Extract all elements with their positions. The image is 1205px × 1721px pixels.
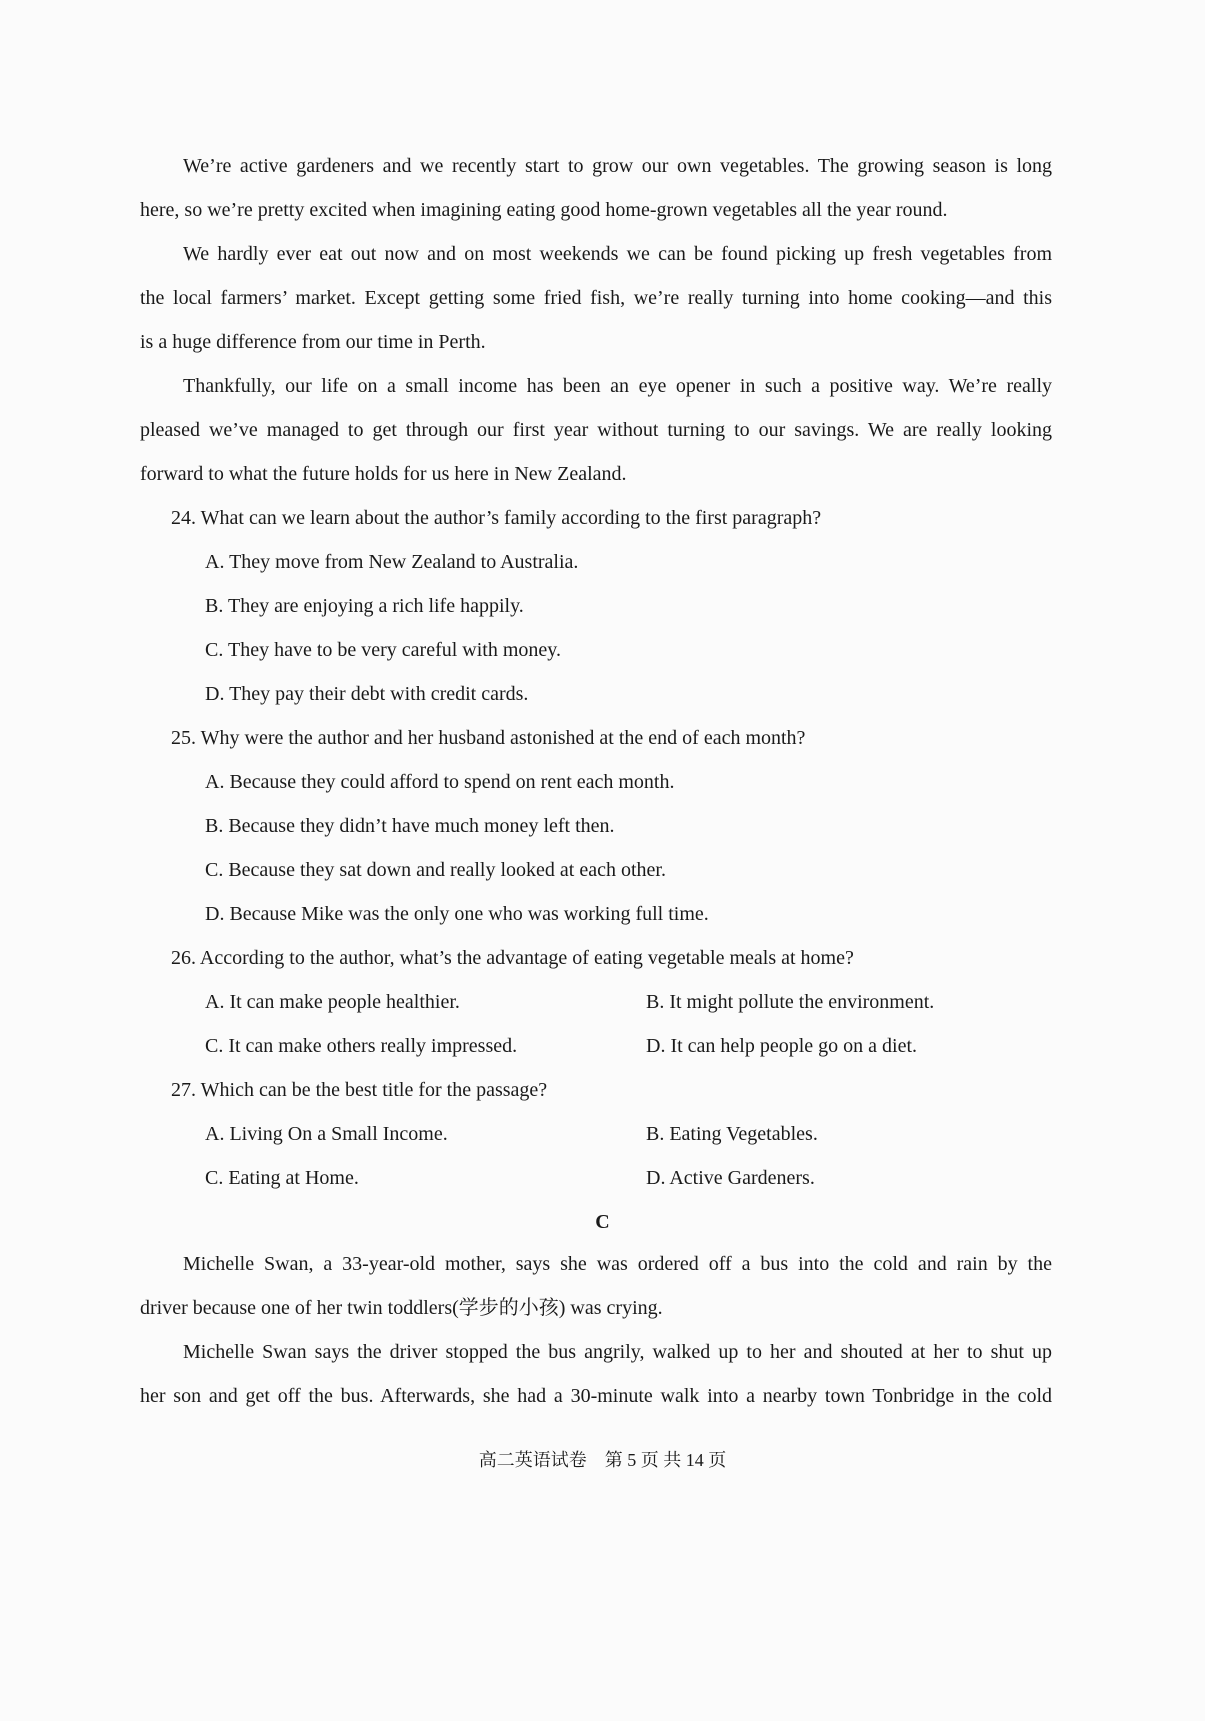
passage-b-p2-line3: is a huge difference from our time in Perth. [140, 331, 486, 353]
question-27-option-d: D. Active Gardeners. [646, 1167, 815, 1189]
question-26-option-c: C. It can make others really impressed. [205, 1035, 518, 1057]
question-27-stem: 27. Which can be the best title for the passage? [171, 1079, 548, 1101]
question-26-option-d: D. It can help people go on a diet. [646, 1035, 918, 1057]
section-c-p1-line2: driver because one of her twin toddlers(学步的小孩) was crying. [140, 1297, 663, 1319]
question-25-option-a: A. Because they could afford to spend on rent each month. [205, 771, 675, 793]
passage-b-p2-line1: We hardly ever eat out now and on most weekends we can be found picking up fresh vegetables from [183, 243, 1052, 265]
passage-b-p1-line2: here, so we’re pretty excited when imagining eating good home-grown vegetables all the year round. [140, 199, 948, 221]
question-26-option-a: A. It can make people healthier. [205, 991, 460, 1013]
question-25-option-d: D. Because Mike was the only one who was working full time. [205, 903, 709, 925]
question-24-stem: 24. What can we learn about the author’s family according to the first paragraph? [171, 507, 822, 529]
question-26-option-b: B. It might pollute the environment. [646, 991, 935, 1013]
question-27-option-c: C. Eating at Home. [205, 1167, 359, 1189]
passage-b-p3-line3: forward to what the future holds for us here in New Zealand. [140, 463, 627, 485]
page-footer: 高二英语试卷 第 5 页 共 14 页 [478, 1450, 727, 1470]
section-c-p2-line2: her son and get off the bus. Afterwards, she had a 30-minute walk into a nearby town Tonbridge in the cold [140, 1385, 1052, 1407]
question-25-option-c: C. Because they sat down and really looked at each other. [205, 859, 666, 881]
question-24-option-b: B. They are enjoying a rich life happily. [205, 595, 524, 617]
section-c-p2-line1: Michelle Swan says the driver stopped the bus angrily, walked up to her and shouted at her to shut up [183, 1341, 1052, 1363]
question-25-option-b: B. Because they didn’t have much money left then. [205, 815, 615, 837]
question-24-option-a: A. They move from New Zealand to Australia. [205, 551, 579, 573]
passage-b-p3-line1: Thankfully, our life on a small income has been an eye opener in such a positive way. We’re really [183, 375, 1052, 397]
passage-b-p3-line2: pleased we’ve managed to get through our first year without turning to our savings. We are really looking [140, 419, 1052, 441]
question-27-option-b: B. Eating Vegetables. [646, 1123, 818, 1145]
section-c-heading: C [595, 1211, 610, 1233]
section-c-p1-line1: Michelle Swan, a 33-year-old mother, says she was ordered off a bus into the cold and rain by the [183, 1253, 1052, 1275]
question-27-option-a: A. Living On a Small Income. [205, 1123, 448, 1145]
question-24-option-c: C. They have to be very careful with money. [205, 639, 561, 661]
passage-b-p2-line2: the local farmers’ market. Except getting some fried fish, we’re really turning into home cooking—and this [140, 287, 1052, 309]
question-24-option-d: D. They pay their debt with credit cards. [205, 683, 529, 705]
question-25-stem: 25. Why were the author and her husband astonished at the end of each month? [171, 727, 806, 749]
passage-b-p1-line1: We’re active gardeners and we recently start to grow our own vegetables. The growing season is long [183, 155, 1052, 177]
question-26-stem: 26. According to the author, what’s the advantage of eating vegetable meals at home? [171, 947, 854, 969]
